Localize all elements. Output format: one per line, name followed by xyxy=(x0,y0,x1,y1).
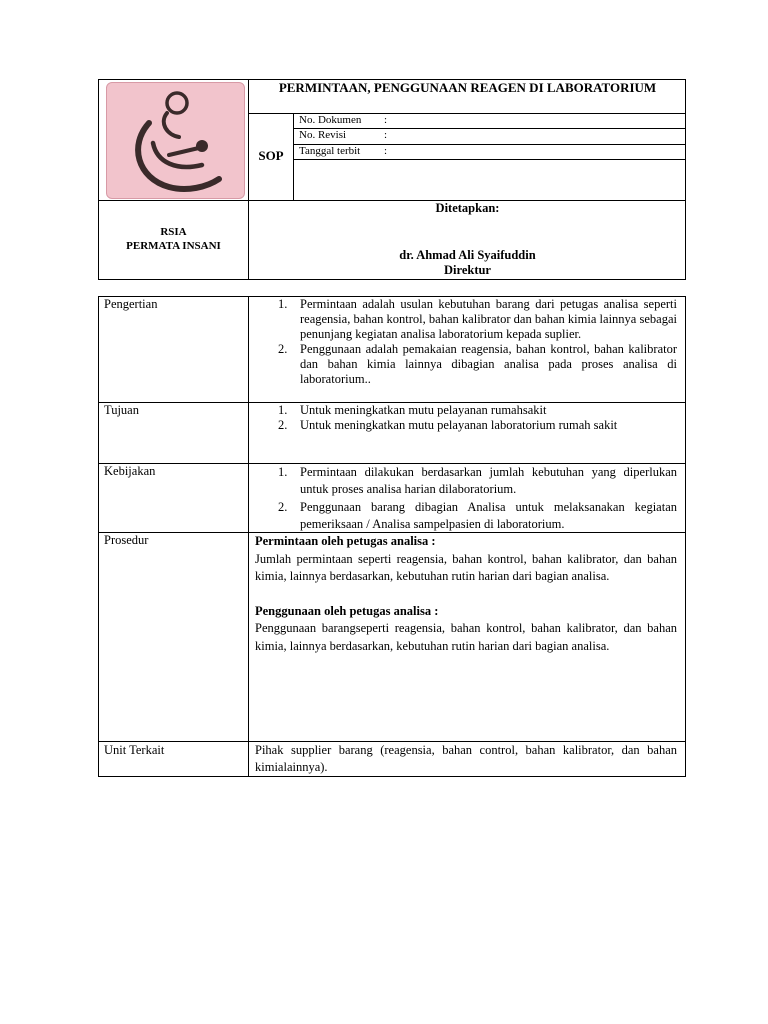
field-label: No. Revisi xyxy=(299,129,347,141)
prosedur-body-penggunaan: Penggunaan barangseperti reagensia, bahan kontrol, bahan kalibrator, dan bahan kimia, lainnya berdasarkan, kebutuhan rutin harian dari bagian analisa. xyxy=(255,621,677,653)
sop-label: SOP xyxy=(258,148,284,163)
field-label: Tanggal terbit xyxy=(299,145,361,157)
document-title: PERMINTAAN, PENGGUNAAN REAGEN DI LABORATORIUM xyxy=(278,80,657,95)
prosedur-content xyxy=(255,533,677,655)
list-pengertian xyxy=(276,297,677,387)
field-label: No. Dokumen xyxy=(299,114,362,126)
mother-child-logo-icon xyxy=(107,83,244,198)
field-value: : xyxy=(384,114,388,126)
prosedur-heading-permintaan: Permintaan oleh petugas analisa : xyxy=(255,534,436,548)
signer-name: dr. Ahmad Ali Syaifuddin xyxy=(399,248,536,262)
ditetapkan-label: Ditetapkan: xyxy=(435,201,500,215)
logo xyxy=(106,82,245,199)
org-name xyxy=(99,225,248,253)
label-prosedur: Prosedur xyxy=(104,533,149,547)
prosedur-body-permintaan: Jumlah permintaan seperti reagensia, bahan kontrol, bahan kalibrator, dan bahan kimia, lainnya berdasarkan, kebutuhan rutin harian dari bagian analisa. xyxy=(255,551,677,583)
list-item: 1. Permintaan dilakukan berdasarkan jumlah kebutuhan yang diperlukan untuk proses analisa harian dilaboratorium. xyxy=(278,465,677,496)
prosedur-heading-penggunaan: Penggunaan oleh petugas analisa : xyxy=(255,603,439,618)
org-line-2: PERMATA INSANI xyxy=(126,240,221,252)
list-item: 2. Penggunaan barang dibagian Analisa untuk melaksanakan kegiatan pemeriksaan / Analisa sampelpasien di laboratorium. xyxy=(278,500,677,531)
list-item: 1. Untuk meningkatkan mutu pelayanan rumahsakit xyxy=(278,403,547,417)
list-tujuan xyxy=(276,403,677,433)
list-item: 2. Penggunaan adalah pemakaian reagensia, bahan kontrol, bahan kalibrator dan bahan kimia lainnya dibagian analisa pada proses analisa di laboratorium.. xyxy=(278,342,677,386)
list-item: 2. Untuk meningkatkan mutu pelayanan laboratorium rumah sakit xyxy=(278,418,618,432)
field-tanggal-terbit xyxy=(299,145,679,158)
list-item: 1. Permintaan adalah usulan kebutuhan barang dari petugas analisa seperti reagensia, bahan kontrol, bahan kalibrator dan bahan kimia lainnya sebagai penunjang kegiatan analisa laboratorium kepada suplier. xyxy=(278,297,677,341)
list-kebijakan xyxy=(276,464,677,533)
label-unit-terkait: Unit Terkait xyxy=(104,743,165,757)
label-tujuan: Tujuan xyxy=(104,403,139,417)
label-kebijakan: Kebijakan xyxy=(104,464,156,478)
field-value: : xyxy=(384,145,388,157)
field-value: : xyxy=(384,129,388,141)
field-no-dokumen xyxy=(299,114,679,127)
org-line-1: RSIA xyxy=(160,226,187,238)
field-no-revisi xyxy=(299,129,679,142)
unit-terkait-text: Pihak supplier barang (reagensia, bahan control, bahan kalibrator, dan bahan kimialainnya). xyxy=(255,743,677,774)
label-pengertian: Pengertian xyxy=(104,297,158,311)
signer-title: Direktur xyxy=(444,263,491,277)
